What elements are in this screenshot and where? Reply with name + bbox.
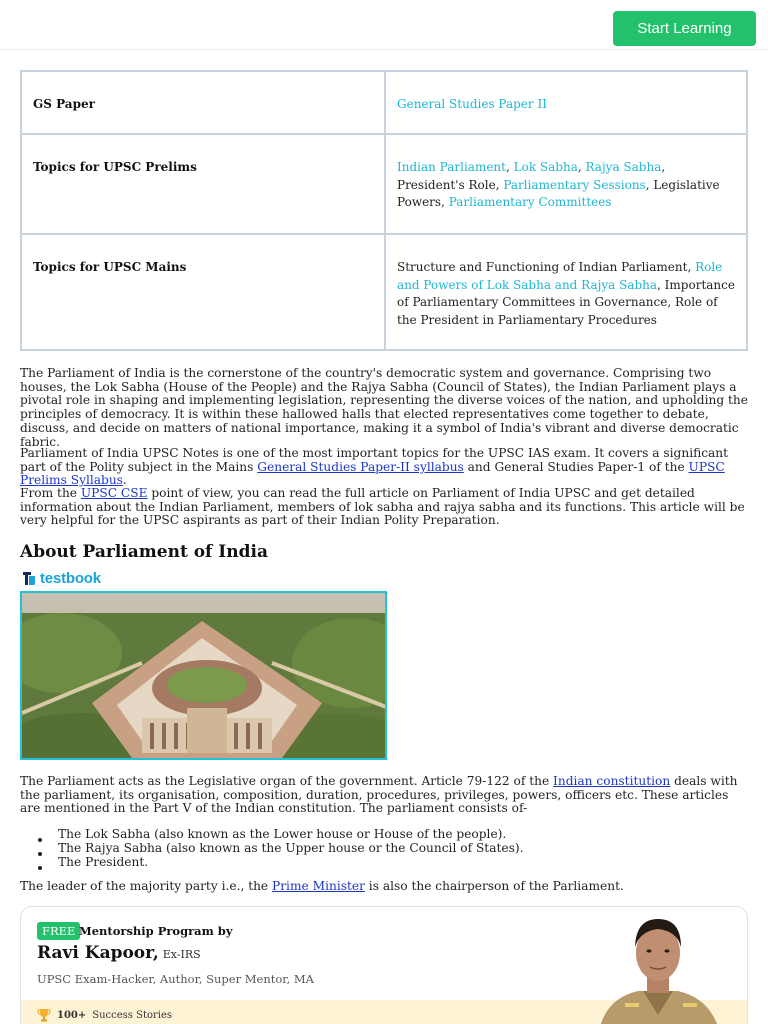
text: From the [20, 486, 81, 500]
prime-minister-link[interactable]: Prime Minister [272, 879, 365, 893]
mentor-description: UPSC Exam-Hacker, Author, Super Mentor, MA [37, 972, 314, 986]
table-label: Topics for UPSC Mains [21, 234, 385, 350]
parliamentary-sessions-link[interactable]: Parliamentary Sessions [503, 177, 646, 192]
indian-parliament-link[interactable]: Indian Parliament [397, 160, 506, 174]
text: deals with the parliament, its organisation, composition, duration, procedures, privileges, powers, officers etc. These articles are mentioned in the Part V of the Indian constitution. The parliament consists of- [20, 774, 738, 816]
mentor-name: Ravi Kapoor, [37, 943, 159, 963]
gs-paper-link[interactable]: General Studies Paper II [397, 97, 547, 111]
table-label: Topics for UPSC Prelims [21, 134, 385, 234]
lok-sabha-link[interactable]: Lok Sabha [513, 160, 578, 174]
start-learning-button[interactable]: Start Learning [613, 11, 756, 46]
testbook-logo-icon [22, 571, 36, 586]
list-item-text: The Lok Sabha (also known as the Lower house or House of the people). [58, 827, 507, 841]
top-bar [0, 0, 768, 50]
text: The Parliament acts as the Legislative organ of the government. Article 79-122 of the [20, 774, 554, 788]
text: point of view, you can read the full article on Parliament of India UPSC and get detailed information about the Indian Parliament, members of lok sabha and rajya sabha and its functions. This article will be very helpful for the UPSC aspirants as part of their Indian Polity Preparation. [20, 486, 745, 528]
stories-label: Success Stories [92, 1009, 173, 1021]
text: , President's Role, [397, 160, 666, 192]
role-powers-link[interactable]: Role and Powers of Lok Sabha and Rajya Sabha [397, 260, 723, 292]
text: . [122, 473, 127, 488]
free-badge: FREE [37, 922, 80, 940]
mentorship-card[interactable] [20, 906, 748, 1024]
trophy-icon [37, 1008, 51, 1022]
mentor-photo [583, 907, 733, 1024]
text: , Importance of Parliamentary Committees in Governance, Role of the President in Parliamentary Procedures [397, 277, 735, 327]
text: , [505, 160, 514, 174]
table-row [21, 134, 747, 234]
parliament-paragraph [20, 775, 750, 816]
text: and General Studies Paper-1 of the [463, 459, 689, 474]
table-value [385, 134, 747, 234]
table-value [385, 71, 747, 134]
list-item [38, 856, 523, 870]
testbook-logo-text: testbook [40, 570, 101, 587]
topics-table [20, 70, 748, 351]
intro-paragraph-2 [20, 447, 750, 488]
intro-paragraph-3 [20, 487, 750, 528]
gs2-syllabus-link[interactable]: General Studies Paper-II syllabus [257, 459, 464, 474]
text: Parliament of India UPSC Notes is one of the most important topics for the UPSC IAS exam. It covers a significant part of the Polity subject in the Mains [20, 446, 729, 474]
prelims-syllabus-link[interactable]: UPSC Prelims Syllabus [20, 459, 725, 488]
mentor-name-row [37, 943, 201, 963]
stories-count: 100+ [57, 1009, 87, 1021]
text: The leader of the majority party i.e., the [20, 879, 273, 893]
text: , Legislative Powers, [397, 177, 720, 209]
indian-constitution-link[interactable]: Indian constitution [553, 774, 671, 788]
table-row [21, 234, 747, 350]
parliament-building-illustration [22, 593, 387, 760]
list-item-text: The President. [58, 854, 149, 869]
parliament-image [20, 591, 387, 760]
table-label: GS Paper [21, 71, 385, 134]
table-row [21, 71, 747, 134]
list-item-text: The Rajya Sabha (also known as the Upper house or the Council of States). [58, 840, 524, 855]
intro-paragraph: The Parliament of India is the cornerstone of the country's democratic system and governance. Comprising two houses, the Lok Sabha (House of the People) and the Rajya Sabha (Council of States), the Indian Parliament plays a pivotal role in shaping and implementing legislation, representing the diverse voices of the nation, and upholding the principles of democracy. It is within these hallowed halls that elected representatives come together to debate, discuss, and decide on matters of national importance, making it a symbol of India's vibrant and diverse democratic fabric. [20, 366, 748, 449]
mentor-program-title: Mentorship Program by [79, 924, 233, 938]
text: Structure and Functioning of Indian Parliament, [397, 260, 696, 274]
testbook-logo [22, 570, 101, 587]
rajya-sabha-link[interactable]: Rajya Sabha [585, 160, 662, 174]
text: is also the chairperson of the Parliament. [364, 879, 624, 893]
parliament-parts-list [38, 828, 523, 869]
list-item [38, 828, 523, 842]
table-value [385, 234, 747, 350]
chairperson-paragraph [20, 880, 750, 894]
list-item [38, 842, 523, 856]
section-heading: About Parliament of India [20, 542, 268, 562]
upsc-cse-link[interactable]: UPSC CSE [80, 486, 148, 500]
text: , [577, 160, 586, 174]
mentor-ex: Ex-IRS [162, 948, 201, 961]
bullet-icon [38, 866, 42, 870]
parliamentary-committees-link[interactable]: Parliamentary Committees [448, 195, 612, 209]
success-stories [37, 1008, 172, 1022]
